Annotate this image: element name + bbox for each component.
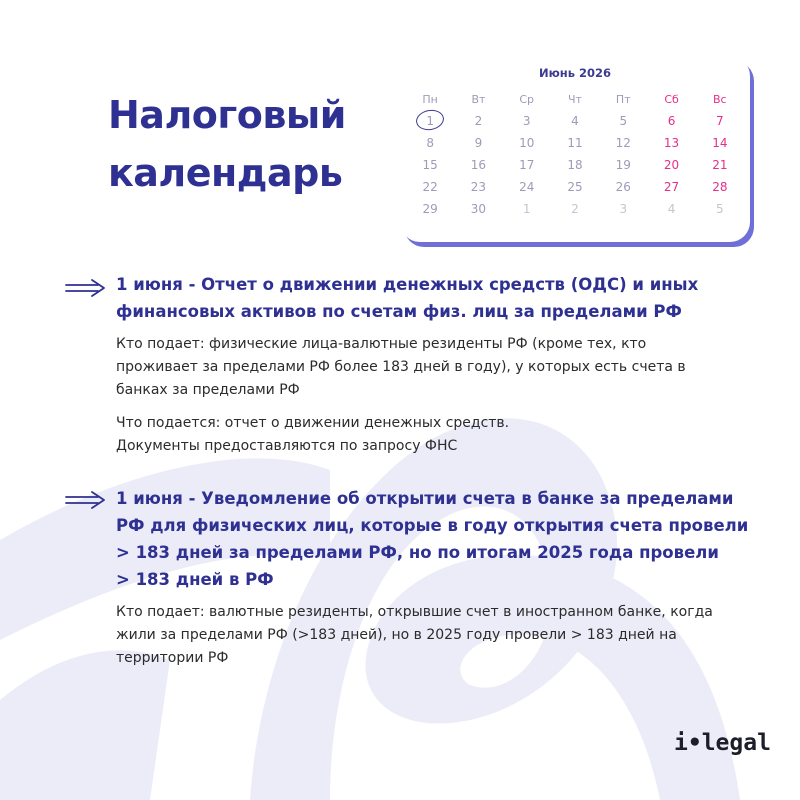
page-title xyxy=(108,86,346,202)
section2-heading-line: 1 июня - Уведомление об открытии счета в банке за пределами xyxy=(116,489,734,508)
calendar-day[interactable]: 9 xyxy=(474,136,483,150)
calendar-day[interactable]: 7 xyxy=(716,114,724,128)
section2-who-line: Кто подает: валютные резиденты, открывшие счет в иностранном банке, когда xyxy=(116,604,713,620)
calendar-day[interactable]: 23 xyxy=(470,180,487,194)
section1-who-line: проживает за пределами РФ более 183 дней в году), у которых есть счета в xyxy=(116,359,686,375)
weekday-label: Сб xyxy=(664,92,679,106)
calendar-day-next-month[interactable]: 1 xyxy=(522,202,531,216)
section2-heading xyxy=(116,485,748,593)
calendar-day[interactable]: 8 xyxy=(426,136,434,150)
calendar-day-next-month[interactable]: 5 xyxy=(716,202,724,216)
calendar-day-selected[interactable]: 1 xyxy=(406,114,454,128)
section1-who-line: банках за пределами РФ xyxy=(116,382,300,398)
weekday-label: Вт xyxy=(471,92,486,106)
section2-who-files xyxy=(116,601,713,670)
section2-heading-line: > 183 дней за пределами РФ, но по итогам 2025 года провели xyxy=(116,543,719,562)
calendar-month-label: Июнь 2026 xyxy=(538,66,612,80)
calendar-day[interactable]: 26 xyxy=(615,180,631,194)
weekday-label: Чт xyxy=(568,92,582,106)
calendar-day-next-month[interactable]: 3 xyxy=(619,202,628,216)
arrow-right-icon xyxy=(64,489,108,511)
section1-what-filed xyxy=(116,412,509,458)
section1-who-line: Кто подает: физические лица-валютные резиденты РФ (кроме тех, кто xyxy=(116,336,647,352)
section2-who-line: территории РФ xyxy=(116,650,229,666)
calendar-day[interactable]: 20 xyxy=(663,158,680,172)
section1-what-line: Что подается: отчет о движении денежных средств. xyxy=(116,415,510,431)
section1-what-line: Документы предоставляются по запросу ФНС xyxy=(116,438,458,454)
section1-heading xyxy=(116,271,698,325)
calendar-week-row xyxy=(406,110,744,132)
section1-heading-line: финансовых активов по счетам физ. лиц за пределами РФ xyxy=(116,302,682,321)
calendar-weekday-header xyxy=(406,88,744,110)
calendar-widget xyxy=(400,56,750,242)
calendar-day[interactable]: 10 xyxy=(519,136,535,150)
calendar-day[interactable]: 27 xyxy=(663,180,680,194)
calendar-day[interactable]: 17 xyxy=(519,158,535,172)
calendar-week-row xyxy=(406,198,744,220)
weekday-label: Ср xyxy=(519,92,535,106)
section2-heading-line: РФ для физических лиц, которые в году открытия счета провели xyxy=(116,516,749,535)
section2-heading-line: > 183 дней в РФ xyxy=(116,570,274,589)
calendar-day[interactable]: 11 xyxy=(567,136,583,150)
calendar-day[interactable]: 18 xyxy=(567,158,583,172)
calendar-grid xyxy=(406,88,744,220)
calendar-day[interactable]: 6 xyxy=(667,114,676,128)
calendar-day[interactable]: 24 xyxy=(519,180,535,194)
calendar-day-next-month[interactable]: 2 xyxy=(571,202,579,216)
calendar-day-next-month[interactable]: 4 xyxy=(667,202,676,216)
section2-who-line: жили за пределами РФ (>183 дней), но в 2025 году провели > 183 дней на xyxy=(116,627,677,643)
section1-who-files xyxy=(116,333,686,402)
calendar-day[interactable]: 28 xyxy=(712,180,728,194)
calendar-day[interactable]: 21 xyxy=(712,158,728,172)
weekday-label: Пн xyxy=(422,92,438,106)
calendar-day[interactable]: 25 xyxy=(567,180,583,194)
weekday-label: Пт xyxy=(615,92,631,106)
calendar-day[interactable]: 15 xyxy=(422,158,438,172)
calendar-week-row xyxy=(406,176,744,198)
calendar-day[interactable]: 13 xyxy=(663,136,680,150)
calendar-day[interactable]: 16 xyxy=(470,158,487,172)
calendar-week-row xyxy=(406,154,744,176)
section1-heading-line: 1 июня - Отчет о движении денежных средств (ОДС) и иных xyxy=(116,275,699,294)
calendar-week-row xyxy=(406,132,744,154)
calendar-day[interactable]: 2 xyxy=(474,114,483,128)
calendar-day[interactable]: 19 xyxy=(615,158,631,172)
weekday-label: Вс xyxy=(713,92,727,106)
title-line-2: календарь xyxy=(108,151,343,195)
calendar-day[interactable]: 22 xyxy=(422,180,438,194)
calendar-day[interactable]: 12 xyxy=(615,136,631,150)
calendar-day[interactable]: 3 xyxy=(522,114,531,128)
calendar-day[interactable]: 5 xyxy=(619,114,628,128)
arrow-right-icon xyxy=(64,277,108,299)
calendar-day[interactable]: 29 xyxy=(422,202,438,216)
calendar-day[interactable]: 30 xyxy=(470,202,487,216)
ilegal-logo: i•legal xyxy=(674,730,771,756)
calendar-day[interactable]: 14 xyxy=(712,136,728,150)
calendar-day[interactable]: 4 xyxy=(571,114,579,128)
title-line-1: Налоговый xyxy=(108,93,346,137)
